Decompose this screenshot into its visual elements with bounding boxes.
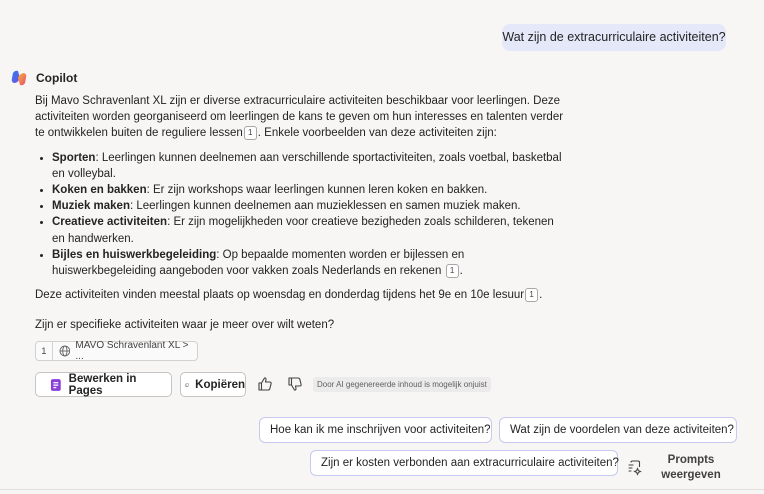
source-label: MAVO Schravenlant XL > ... bbox=[75, 340, 189, 362]
citation-badge[interactable]: 1 bbox=[244, 126, 257, 140]
copy-button[interactable]: Kopiëren bbox=[180, 372, 246, 397]
pages-icon bbox=[49, 378, 63, 392]
source-number: 1 bbox=[36, 342, 53, 360]
ai-disclaimer: Door AI gegenereerde inhoud is mogelijk onjuist bbox=[313, 377, 491, 392]
copilot-logo-icon bbox=[10, 69, 28, 87]
list-item: • Koken en bakken: Er zijn workshops waar leerlingen kunnen leren koken en bakken. bbox=[52, 182, 565, 198]
assistant-name: Copilot bbox=[36, 71, 78, 85]
citation-badge[interactable]: 1 bbox=[446, 264, 459, 278]
suggestion-chip[interactable]: Zijn er kosten verbonden aan extracurriculaire activiteiten? bbox=[310, 450, 618, 476]
thumbs-up-icon[interactable] bbox=[256, 375, 274, 393]
divider bbox=[0, 489, 764, 490]
assistant-header bbox=[10, 68, 77, 88]
assistant-answer bbox=[35, 93, 565, 334]
source-link[interactable] bbox=[35, 341, 198, 361]
list-item: • Creatieve activiteiten: Er zijn mogelijkheden voor creatieve bezigheden zoals schilderen, tekenen en handwerken. bbox=[52, 214, 565, 246]
answer-schedule: Deze activiteiten vinden meestal plaats op woensdag en donderdag tijdens het 9e en 10e lesuur 1 . bbox=[35, 289, 543, 302]
show-prompts-button[interactable]: Prompts weergeven bbox=[661, 454, 721, 481]
suggestion-chip[interactable]: Hoe kan ik me inschrijven voor activiteiten? bbox=[259, 417, 492, 443]
globe-icon bbox=[59, 345, 71, 357]
answer-question: Zijn er specifieke activiteiten waar je meer over wilt weten? bbox=[35, 319, 335, 332]
copy-icon bbox=[185, 378, 189, 392]
prompts-sparkle-icon[interactable] bbox=[625, 459, 643, 477]
citation-badge[interactable]: 1 bbox=[525, 288, 538, 302]
activity-list bbox=[35, 150, 565, 280]
list-item: • Bijles en huiswerkbegeleiding: Op bepaalde momenten worden er bijlessen en huiswerkbegeleiding aangeboden voor vakken zoals Nederlands en rekenen 1 . bbox=[52, 247, 565, 279]
answer-intro: Bij Mavo Schravenlant XL zijn er diverse extracurriculaire activiteiten beschikbaar voor leerlingen. Deze activiteiten worden georganiseerd om leerlingen de kans te geven om hun interesses en talenten verder te ontwikkelen buiten de reguliere lessen 1 . Enkele voorbeelden van deze activiteiten zijn: bbox=[35, 95, 564, 140]
suggestion-chip[interactable]: Wat zijn de voordelen van deze activiteiten? bbox=[499, 417, 737, 443]
list-item: • Sporten: Leerlingen kunnen deelnemen aan verschillende sportactiviteiten, zoals voetbal, basketbal en volleybal. bbox=[52, 150, 565, 182]
user-message-bubble: Wat zijn de extracurriculaire activiteiten? bbox=[502, 24, 726, 51]
list-item: • Muziek maken: Leerlingen kunnen deelnemen aan muzieklessen en samen muziek maken. bbox=[52, 198, 565, 214]
thumbs-down-icon[interactable] bbox=[286, 375, 304, 393]
edit-in-pages-button[interactable]: Bewerken in Pages bbox=[35, 372, 172, 397]
